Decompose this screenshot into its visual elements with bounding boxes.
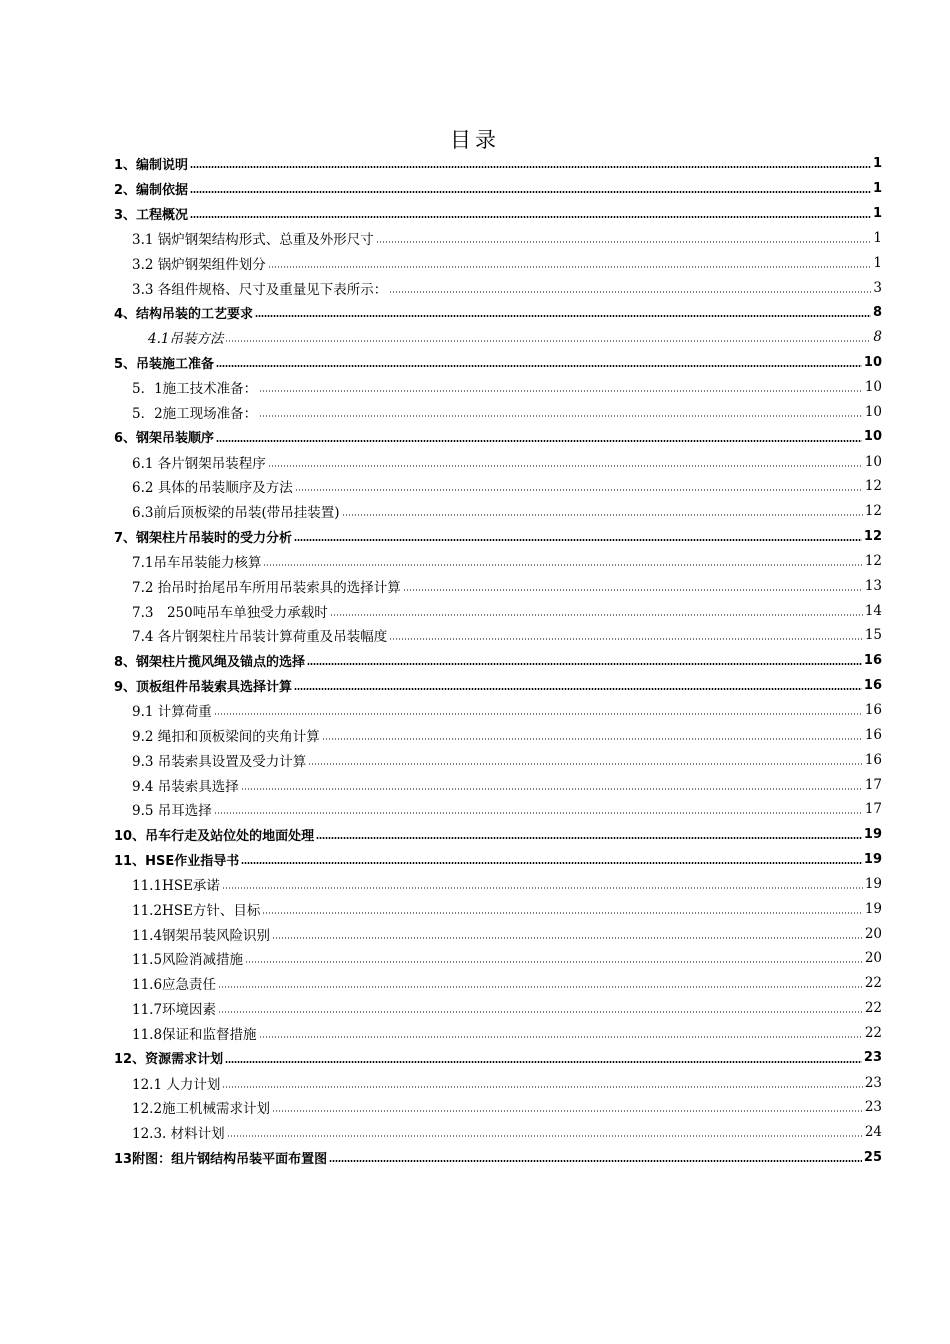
toc-entry-chapter[interactable] bbox=[114, 524, 882, 549]
dot-leader bbox=[294, 538, 862, 542]
dot-leader bbox=[222, 1085, 862, 1089]
dot-leader bbox=[272, 936, 863, 940]
toc-entry-chapter[interactable] bbox=[114, 847, 882, 872]
toc-entry-page-number: 20 bbox=[864, 925, 882, 942]
toc-entry-page-number: 24 bbox=[864, 1124, 882, 1141]
toc-entry-page-number: 10 bbox=[863, 354, 882, 370]
dot-leader bbox=[241, 787, 863, 791]
dot-leader bbox=[245, 960, 863, 964]
toc-entry-page-number: 25 bbox=[863, 1149, 882, 1165]
toc-entry-label: 7.2 抬吊时抬尾吊车所用吊装索具的选择计算 bbox=[132, 579, 401, 596]
toc-entry-page-number: 10 bbox=[863, 429, 882, 445]
toc-entry-page-number: 22 bbox=[864, 1000, 882, 1017]
toc-entry-chapter[interactable] bbox=[114, 648, 882, 673]
toc-entry-page-number: 1 bbox=[873, 254, 882, 271]
toc-entry-chapter[interactable] bbox=[114, 350, 882, 375]
toc-entry-label: 11.6应急责任 bbox=[132, 977, 217, 994]
toc-entry-page-number: 16 bbox=[863, 677, 882, 693]
dot-leader bbox=[322, 737, 863, 741]
dot-leader bbox=[214, 811, 863, 815]
table-of-contents bbox=[114, 151, 882, 1170]
toc-entry-label: 10、吊车行走及站位处的地面处理 bbox=[114, 828, 315, 844]
toc-entry-chapter[interactable] bbox=[114, 673, 882, 698]
toc-entry-section[interactable] bbox=[114, 598, 882, 623]
dot-leader bbox=[214, 712, 863, 716]
toc-entry-chapter[interactable] bbox=[114, 176, 882, 201]
toc-entry-section[interactable] bbox=[114, 971, 882, 996]
toc-entry-label: 7.1吊车吊装能力核算 bbox=[132, 554, 262, 571]
dot-leader bbox=[307, 662, 862, 666]
dot-leader bbox=[272, 1109, 863, 1113]
dot-leader bbox=[308, 762, 863, 766]
toc-entry-label: 11.7环境因素 bbox=[132, 1002, 217, 1019]
toc-entry-label: 7.4 各片钢架柱片吊装计算荷重及吊装幅度 bbox=[132, 629, 388, 646]
toc-entry-section[interactable] bbox=[114, 250, 882, 275]
dot-leader bbox=[190, 165, 871, 169]
toc-entry-section[interactable] bbox=[114, 375, 882, 400]
toc-entry-section[interactable] bbox=[114, 1120, 882, 1145]
dot-leader bbox=[268, 464, 863, 468]
toc-entry-section[interactable] bbox=[114, 623, 882, 648]
toc-entry-section[interactable] bbox=[114, 921, 882, 946]
toc-entry-section[interactable] bbox=[114, 871, 882, 896]
toc-entry-page-number: 16 bbox=[864, 726, 882, 743]
toc-entry-page-number: 10 bbox=[864, 403, 882, 420]
toc-entry-chapter[interactable] bbox=[114, 1045, 882, 1070]
dot-leader bbox=[241, 861, 862, 865]
toc-entry-label: 3.1 锅炉钢架结构形式、总重及外形尺寸 bbox=[132, 231, 374, 248]
toc-entry-chapter[interactable] bbox=[114, 151, 882, 176]
dot-leader bbox=[342, 513, 863, 517]
dot-leader bbox=[268, 265, 872, 269]
dot-leader bbox=[216, 364, 862, 368]
toc-entry-label: 12.3. 材料计划 bbox=[132, 1126, 225, 1143]
toc-entry-section[interactable] bbox=[114, 1021, 882, 1046]
toc-entry-label: 5．2施工现场准备： bbox=[132, 405, 258, 422]
toc-entry-label: 9.2 绳扣和顶板梁间的夹角计算 bbox=[132, 728, 320, 745]
toc-entry-label: 9、顶板组件吊装索具选择计算 bbox=[114, 679, 293, 695]
toc-entry-label: 3.3 各组件规格、尺寸及重量见下表所示： bbox=[132, 281, 388, 298]
dot-leader bbox=[259, 389, 863, 393]
toc-entry-label: 3、工程概况 bbox=[114, 207, 189, 223]
toc-entry-label: 6.2 具体的吊装顺序及方法 bbox=[132, 480, 293, 497]
toc-entry-label: 12、资源需求计划 bbox=[114, 1052, 224, 1068]
toc-entry-page-number: 16 bbox=[864, 751, 882, 768]
toc-entry-label: 9.5 吊耳选择 bbox=[132, 803, 212, 820]
toc-entry-label: 6.1 各片钢架吊装程序 bbox=[132, 455, 266, 472]
dot-leader bbox=[316, 836, 862, 840]
toc-entry-label: 11、HSE作业指导书 bbox=[114, 853, 240, 869]
toc-entry-page-number: 8 bbox=[873, 329, 882, 346]
dot-leader bbox=[227, 1134, 863, 1138]
toc-entry-page-number: 19 bbox=[864, 875, 882, 892]
toc-entry-section[interactable] bbox=[114, 399, 882, 424]
toc-entry-page-number: 16 bbox=[864, 701, 882, 718]
dot-leader bbox=[218, 1010, 863, 1014]
toc-entry-label: 5．1施工技术准备： bbox=[132, 381, 258, 398]
dot-leader bbox=[255, 314, 871, 318]
toc-entry-page-number: 3 bbox=[873, 279, 882, 296]
toc-entry-label: 9.4 吊装索具选择 bbox=[132, 778, 239, 795]
toc-entry-page-number: 10 bbox=[864, 453, 882, 470]
dot-leader bbox=[259, 1035, 863, 1039]
toc-entry-section[interactable] bbox=[114, 449, 882, 474]
toc-entry-label: 11.2HSE方针、目标 bbox=[132, 902, 261, 919]
toc-entry-section[interactable] bbox=[114, 722, 882, 747]
toc-entry-page-number: 23 bbox=[864, 1099, 882, 1116]
toc-entry-label: 3.2 锅炉钢架组件划分 bbox=[132, 256, 266, 273]
toc-entry-label: 5、吊装施工准备 bbox=[114, 356, 215, 372]
dot-leader bbox=[389, 290, 871, 294]
dot-leader bbox=[262, 911, 862, 915]
toc-entry-page-number: 23 bbox=[864, 1074, 882, 1091]
dot-leader bbox=[329, 1159, 862, 1163]
toc-entry-page-number: 19 bbox=[863, 826, 882, 842]
toc-entry-section[interactable] bbox=[114, 499, 882, 524]
toc-entry-label: 11.4钢架吊装风险识别 bbox=[132, 927, 271, 944]
toc-entry-page-number: 23 bbox=[863, 1050, 882, 1066]
toc-entry-page-number: 1 bbox=[872, 180, 882, 196]
dot-leader bbox=[389, 637, 863, 641]
toc-entry-chapter[interactable] bbox=[114, 300, 882, 325]
toc-entry-page-number: 22 bbox=[864, 1024, 882, 1041]
dot-leader bbox=[216, 439, 862, 443]
toc-entry-page-number: 1 bbox=[872, 205, 882, 221]
toc-entry-page-number: 1 bbox=[873, 229, 882, 246]
dot-leader bbox=[295, 488, 863, 492]
toc-entry-section[interactable] bbox=[114, 275, 882, 300]
toc-entry-chapter[interactable] bbox=[114, 201, 882, 226]
toc-entry-section[interactable] bbox=[114, 747, 882, 772]
toc-entry-page-number: 16 bbox=[863, 652, 882, 668]
toc-entry-page-number: 19 bbox=[864, 900, 882, 917]
toc-entry-section[interactable] bbox=[114, 896, 882, 921]
toc-entry-page-number: 15 bbox=[864, 627, 882, 644]
toc-entry-section[interactable] bbox=[114, 549, 882, 574]
toc-title: 目录 bbox=[450, 128, 500, 152]
dot-leader bbox=[225, 1060, 862, 1064]
dot-leader bbox=[403, 588, 863, 592]
toc-entry-page-number: 8 bbox=[872, 304, 882, 320]
toc-entry-label: 11.8保证和监督措施 bbox=[132, 1026, 257, 1043]
dot-leader bbox=[190, 190, 871, 194]
toc-entry-label: 12.2施工机械需求计划 bbox=[132, 1101, 271, 1118]
toc-entry-section[interactable] bbox=[114, 1070, 882, 1095]
toc-entry-page-number: 12 bbox=[863, 528, 882, 544]
toc-entry-label: 6、钢架吊装顺序 bbox=[114, 431, 215, 447]
toc-entry-label: 11.5风险消减措施 bbox=[132, 952, 244, 969]
dot-leader bbox=[218, 985, 863, 989]
toc-entry-page-number: 17 bbox=[864, 801, 882, 818]
toc-entry-section[interactable] bbox=[114, 946, 882, 971]
toc-entry-page-number: 10 bbox=[864, 379, 882, 396]
toc-entry-chapter[interactable] bbox=[114, 1145, 882, 1170]
toc-entry-page-number: 22 bbox=[864, 975, 882, 992]
toc-entry-label: 12.1 人力计划 bbox=[132, 1076, 221, 1093]
toc-entry-page-number: 17 bbox=[864, 776, 882, 793]
toc-entry-label: 4、结构吊装的工艺要求 bbox=[114, 306, 254, 322]
toc-entry-section[interactable] bbox=[114, 325, 882, 350]
dot-leader bbox=[259, 414, 863, 418]
toc-entry-label: 9.1 计算荷重 bbox=[132, 703, 212, 720]
toc-entry-label: 9.3 吊装索具设置及受力计算 bbox=[132, 753, 307, 770]
toc-entry-chapter[interactable] bbox=[114, 822, 882, 847]
toc-entry-label: 7.3 250吨吊车单独受力承载时 bbox=[132, 604, 328, 621]
toc-entry-page-number: 12 bbox=[864, 503, 882, 520]
dot-leader bbox=[294, 687, 862, 691]
toc-entry-section[interactable] bbox=[114, 226, 882, 251]
toc-entry-section[interactable] bbox=[114, 797, 882, 822]
toc-entry-section[interactable] bbox=[114, 573, 882, 598]
toc-entry-label: 7、钢架柱片吊装时的受力分析 bbox=[114, 530, 293, 546]
toc-entry-page-number: 12 bbox=[864, 552, 882, 569]
toc-entry-label: 1、编制说明 bbox=[114, 157, 189, 173]
toc-entry-section[interactable] bbox=[114, 1095, 882, 1120]
toc-entry-section[interactable] bbox=[114, 474, 882, 499]
toc-entry-section[interactable] bbox=[114, 772, 882, 797]
toc-entry-label: 11.1HSE承诺 bbox=[132, 877, 220, 894]
toc-entry-page-number: 1 bbox=[872, 155, 882, 171]
toc-entry-label: 6.3前后顶板梁的吊装(带吊挂装置) bbox=[132, 505, 340, 522]
toc-entry-section[interactable] bbox=[114, 996, 882, 1021]
toc-entry-page-number: 20 bbox=[864, 950, 882, 967]
toc-entry-label: 4.1吊装方法 bbox=[148, 331, 224, 348]
dot-leader bbox=[222, 886, 863, 890]
toc-entry-page-number: 14 bbox=[864, 602, 882, 619]
dot-leader bbox=[263, 563, 862, 567]
dot-leader bbox=[225, 339, 871, 343]
toc-entry-label: 2、编制依据 bbox=[114, 182, 189, 198]
toc-entry-label: 13附图：组片钢结构吊装平面布置图 bbox=[114, 1151, 328, 1167]
toc-entry-label: 8、钢架柱片揽风绳及锚点的选择 bbox=[114, 654, 306, 670]
toc-entry-section[interactable] bbox=[114, 698, 882, 723]
dot-leader bbox=[376, 240, 872, 244]
toc-entry-page-number: 19 bbox=[863, 851, 882, 867]
toc-entry-page-number: 13 bbox=[864, 577, 882, 594]
toc-entry-chapter[interactable] bbox=[114, 424, 882, 449]
dot-leader bbox=[190, 215, 871, 219]
dot-leader bbox=[330, 613, 863, 617]
toc-entry-page-number: 12 bbox=[864, 478, 882, 495]
